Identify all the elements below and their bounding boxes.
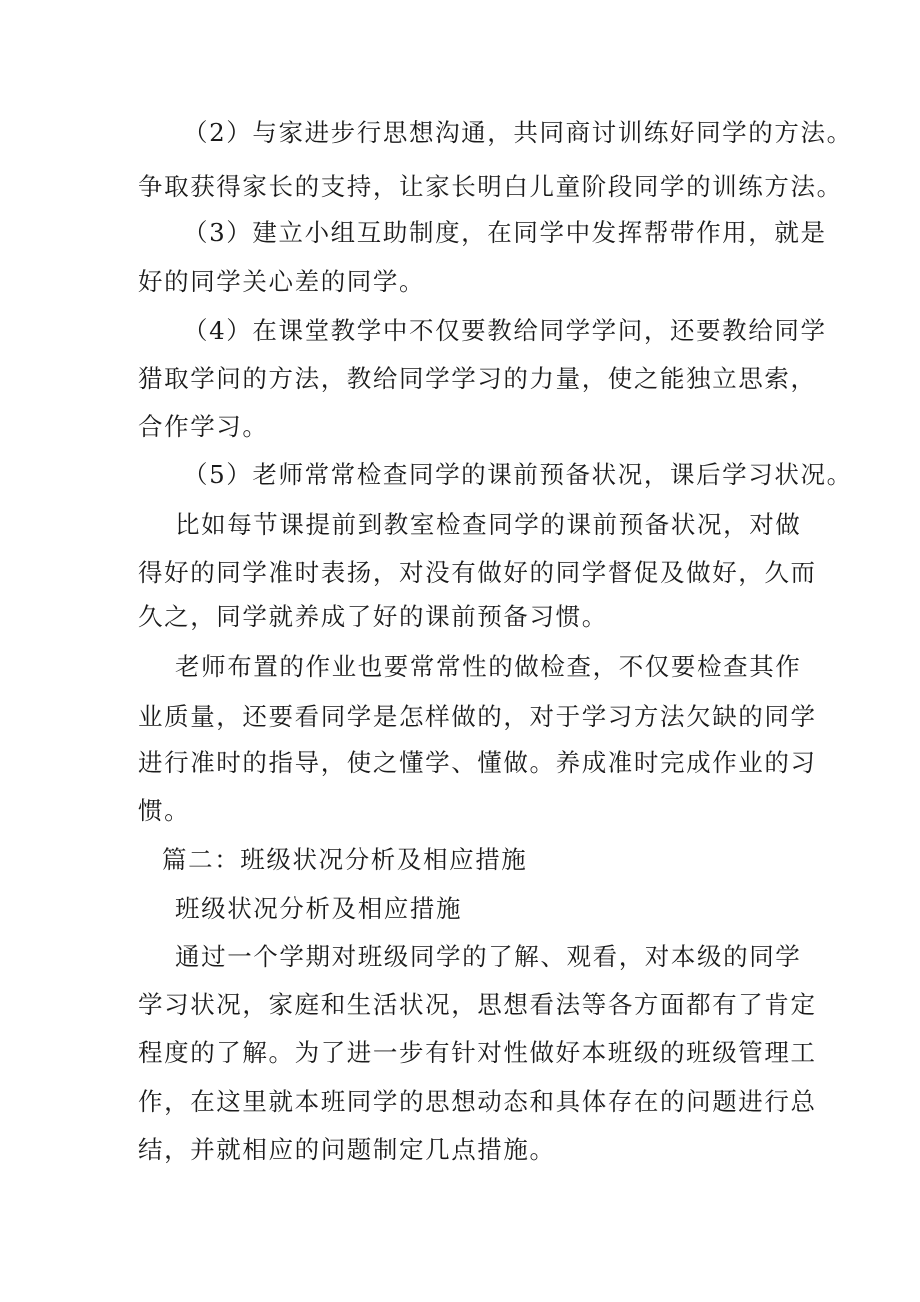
text-line-13: 业质量，还要看同学是怎样做的，对于学习方法欠缺的同学 [138, 702, 817, 731]
text-line-14: 进行准时的指导，使之懂学、懂做。养成准时完成作业的习 [138, 748, 817, 777]
text-line-22: 结，并就相应的问题制定几点措施。 [138, 1135, 556, 1164]
text-line-19: 学习状况，家庭和生活状况，思想看法等各方面都有了肯定 [138, 990, 817, 1019]
text-line-9: 比如每节课提前到教室检查同学的课前预备状况，对做 [175, 510, 802, 539]
text-line-11: 久之，同学就养成了好的课前预备习惯。 [138, 602, 608, 631]
text-line-8: （5）老师常常检查同学的课前预备状况，课后学习状况。 [183, 460, 853, 489]
text-line-3: （3）建立小组互助制度，在同学中发挥帮带作用，就是 [183, 218, 827, 247]
text-line-1: （2）与家进步行思想沟通，共同商讨训练好同学的方法。 [183, 118, 853, 147]
text-line-10: 得好的同学准时表扬，对没有做好的同学督促及做好，久而 [138, 558, 817, 587]
text-line-2: 争取获得家长的支持，让家长明白儿童阶段同学的训练方法。 [138, 172, 843, 201]
section-heading: 篇二：班级状况分析及相应措施 [162, 845, 528, 874]
text-line-4: 好的同学关心差的同学。 [138, 267, 426, 296]
text-line-15: 惯。 [138, 796, 191, 825]
article-title: 班级状况分析及相应措施 [175, 894, 463, 923]
text-line-21: 作，在这里就本班同学的思想动态和具体存在的问题进行总 [138, 1087, 817, 1116]
text-line-18: 通过一个学期对班级同学的了解、观看，对本级的同学 [175, 942, 802, 971]
text-line-5: （4）在课堂教学中不仅要教给同学学问，还要教给同学 [183, 316, 827, 345]
text-line-6: 猎取学问的方法，教给同学学习的力量，使之能独立思索， [138, 364, 817, 393]
text-line-12: 老师布置的作业也要常常性的做检查，不仅要检查其作 [175, 652, 802, 681]
text-line-7: 合作学习。 [138, 412, 269, 441]
text-line-20: 程度的了解。为了进一步有针对性做好本班级的班级管理工 [138, 1038, 817, 1067]
